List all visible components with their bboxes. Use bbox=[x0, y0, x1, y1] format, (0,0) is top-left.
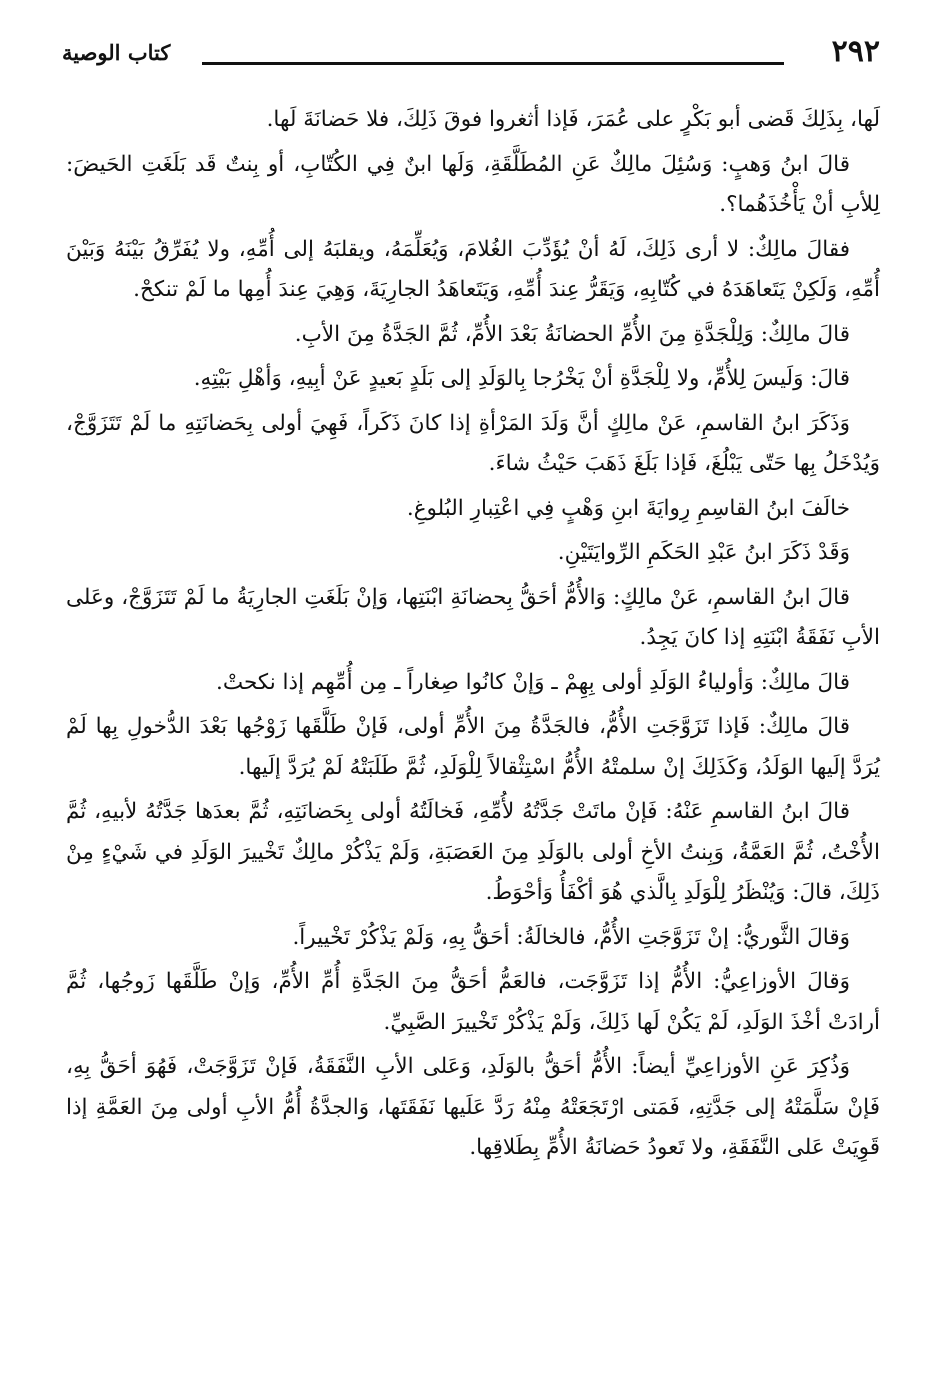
paragraph: وَقالَ الثَّوريُّ: إنْ تَزَوَّجَتِ الأُمُّ، فالخالَةُ: أحَقُّ بِهِ، وَلَمْ يَذْكُرْ تَخْييراً. bbox=[292, 924, 850, 950]
paragraph: وَذَكَرَ ابنُ القاسمِ، عَنْ مالِكٍ أنَّ وَلَدَ المَرْأةِ إذا كانَ ذَكَراً، فَهِيَ أولى بِحَضانَتِهِ ما لَمْ تَتَزَوَّجْ، وَيُدْخَلُ بِها حَتّى يَبْلُغَ، فَإذا بَلَغَ ذَهَبَ حَيْثُ شاءَ. bbox=[66, 410, 880, 476]
paragraph: وَذُكِرَ عَنِ الأوزاعِيِّ أيضاً: الأُمُّ أحَقُّ بالوَلَدِ، وَعَلى الأبِ النَّفَقَةُ، فَإنْ تَزَوَّجَتْ، فَهُوَ أحَقُّ بِهِ، فَإنْ سَلَّمَتْهُ إلى جَدَّتِهِ، فَمَتى ارْتَجَعَتْهُ مِنْهُ رَدَّ عَلَيها نَفَقَتَها، وَالجدَّةُ أُمُّ الأبِ أولى مِنَ العَمَّةِ إذا قَوِيَتْ عَلى النَّفَقَةِ، ولا تَعودُ حَضانَةُ الأُمِّ بِطَلاقِها. bbox=[66, 1054, 880, 1160]
paragraph: فقالَ مالِكٌ: لا أرى ذَلِكَ، لَهُ أنْ يُؤَدِّبَ الغُلامَ، وَيُعَلِّمَهُ، ويقلبَهُ إلى أُمِّهِ، ولا يُفَرِّقُ بَيْنَهُ وَبَيْنَ أُمِّهِ، وَلَكِنْ يَتَعاهَدَهُ في كُتّابِهِ، وَيَقَرُّ عِندَ أُمِّهِ، وَيَتَعاهَدُ الجارِيَةَ، وَهِيَ عِندَ أُمِها ما لَمْ تنكحْ. bbox=[66, 236, 880, 302]
body-text bbox=[66, 100, 880, 1173]
page-number: ٢٩٢ bbox=[831, 34, 880, 69]
paragraph: قالَ ابنُ وَهبٍ: وَسُئِلَ مالِكٌ عَنِ المُطَلَّقَةِ، وَلَها ابنٌ فِي الكُتّابِ، أو بِنتٌ قَد بَلَغَتِ الحَيضَ: لِلأبِ أنْ يَأْخُذَهُما؟. bbox=[66, 151, 880, 217]
paragraph: قالَ ابنُ القاسمِ، عَنْ مالِكٍ: وَالأُمُّ أحَقُّ بِحضانَةِ ابْنَتِها، وَإنْ بَلَغَتِ الجارِيَةُ ما لَمْ تَتَزَوَّجْ، وعَلى الأبِ نَفَقَةُ ابْنَتِهِ إذا كانَ يَجِدُ. bbox=[66, 584, 880, 650]
paragraph: لَها، بِذَلِكَ قَضى أبو بَكْرٍ على عُمَرَ، فَإذا أثغروا فوقَ ذَلِكَ، فلا حَضانَةَ لَها. bbox=[266, 107, 880, 132]
paragraph: وَقالَ الأوزاعِيُّ: الأُمُّ إذا تَزَوَّجَت، فالعَمُّ أحَقُّ مِنَ الجَدَّةِ أُمِّ الأُمِّ، وَإنْ طَلَّقَها زَوجُها، ثُمَّ أرادَتْ أخْذَ الوَلَدِ، لَمْ يَكُنْ لَها ذَلِكَ، وَلَمْ يَذْكُرْ تَخْييرَ الصَّبِيِّ. bbox=[66, 969, 880, 1035]
paragraph: قالَ: وَلَيسَ لِلأُمِّ، ولا لِلْجَدَّةِ أنْ يَخْرُجا بِالوَلَدِ إلى بَلَدٍ بَعيدٍ عَنْ أبِيهِ، وَأهْلِ بَيْتِهِ. bbox=[193, 366, 850, 391]
paragraph: خالَفَ ابنُ القاسِمِ رِوايَةَ ابنِ وَهْبٍ فِي اعْتِبارِ البُلوغِ. bbox=[406, 495, 850, 521]
paragraph: وَقَدْ ذَكَرَ ابنُ عَبْدِ الحَكَمِ الرِّوايَتَيْنِ. bbox=[557, 540, 850, 565]
running-title: كتاب الوصية bbox=[62, 40, 171, 65]
paragraph: قالَ مالِكٌ: فَإذا تَزَوَّجَتِ الأُمُّ، فالجَدَّةُ مِنَ الأُمِّ أولى، فَإنْ طَلَّقَها زَوْجُها بَعْدَ الدُّخولِ بِها لَمْ يُرَدَّ إلَيها الوَلَدُ، وَكَذَلِكَ إنْ سلمتْهُ الأُمُّ اسْتِثْقالاً لِلْوَلَدِ، ثُمَّ طَلَبَتْهُ لَمْ يُرَدَّ إلَيها. bbox=[66, 714, 880, 780]
paragraph: قالَ مالِكٌ: وَأولياءُ الوَلَدِ أولى بِهِمْ ـ وَإنْ كانُوا صِغاراً ـ مِن أُمِّهِم إذا نكحتْ. bbox=[216, 669, 850, 695]
paragraph: قالَ ابنُ القاسمِ عَنْهُ: فَإنْ ماتَتْ جَدَّتُهُ لأُمِّهِ، فَخالَتُهُ أولى بِحَضانَتِهِ، ثُمَّ بعدَها جَدَّتُهُ لأبيهِ، ثُمَّ الأُخْتُ، ثُمَّ العَمَّةُ، وَبِنتُ الأخِ أولى بالوَلَدِ مِنَ العَصَبَةِ، وَلَمْ يَذْكُرْ مالِكٌ تَخْييرَ الوَلَدِ في شَيْءٍ مِنْ ذَلِكَ، قالَ: وَيُنْظَرُ لِلْوَلَدِ بِالَّذي هُوَ أكْفَأُ وَأحْوَطُ. bbox=[66, 799, 880, 905]
page-header bbox=[62, 34, 880, 70]
header-rule bbox=[202, 62, 784, 65]
paragraph: قالَ مالِكٌ: وَلِلْجَدَّةِ مِنَ الأُمِّ الحضانَةُ بَعْدَ الأُمِّ، ثُمَّ الجَدَّةُ مِنَ الأبِ. bbox=[294, 321, 850, 347]
